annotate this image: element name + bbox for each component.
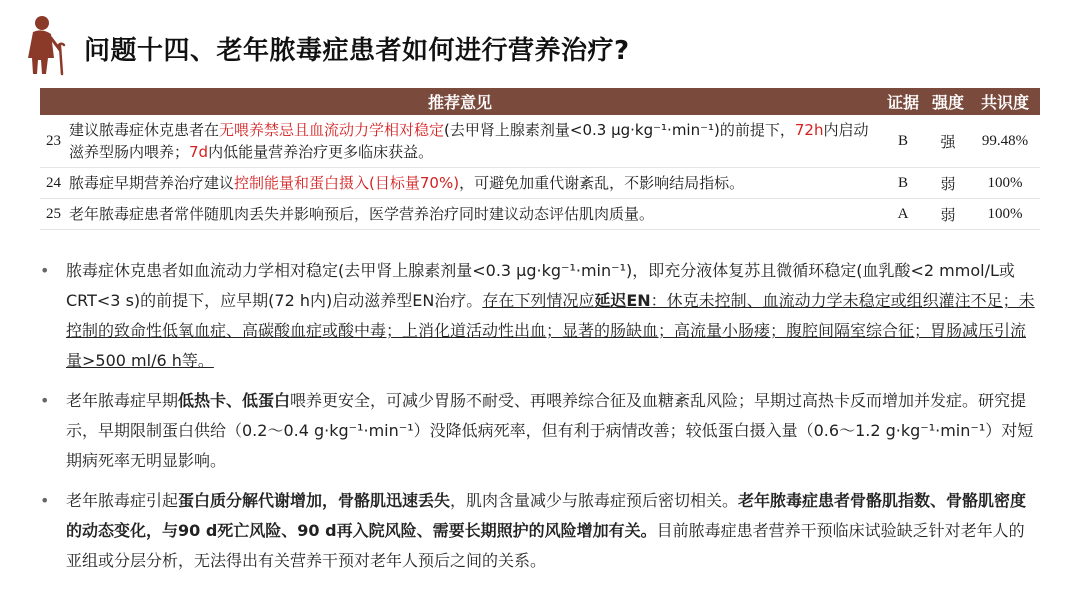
bullet-item: • 脓毒症休克患者如血流动力学相对稳定(去甲肾上腺素剂量<0.3 μg·kg⁻¹·min⁻¹)，即充分液体复苏且微循环稳定(血乳酸<2 mmol/L或CRT<3 s)的前提下，应早期(72 h内)启动滋养型EN治疗。存在下列情况应延迟EN：休克未控制、血流动力学未稳定或组织灌注不足；未控制的致命性低氧血症、高碳酸血症或酸中毒；上消化道活动性出血；显著的肠缺血；高流量小肠瘘；腹腔间隔室综合征；胃肠减压引流量>500 ml/6 h等。 xyxy=(40,256,1040,376)
bullet-dot-icon: • xyxy=(40,261,50,280)
header-consensus: 共识度 xyxy=(970,88,1040,115)
strength-level: 强 xyxy=(926,115,970,168)
row-number: 23 xyxy=(40,115,67,168)
evidence-level: B xyxy=(880,115,926,168)
header-recommendation: 推荐意见 xyxy=(40,88,880,115)
header-strength: 强度 xyxy=(926,88,970,115)
bullet-dot-icon: • xyxy=(40,391,50,410)
table-row xyxy=(40,115,1040,168)
recommendation-text: 脓毒症早期营养治疗建议控制能量和蛋白摄入(目标量70%)，可避免加重代谢紊乱，不影响结局指标。 xyxy=(67,168,880,199)
evidence-level: B xyxy=(880,168,926,199)
bullet-item: • 老年脓毒症早期低热卡、低蛋白喂养更安全，可减少胃肠不耐受、再喂养综合征及血糖紊乱风险；早期过高热卡反而增加并发症。研究提示，早期限制蛋白供给（0.2～0.4 g·kg⁻¹·min⁻¹）没降低病死率，但有利于病情改善；较低蛋白摄入量（0.6～1.2 g·kg⁻¹·min⁻¹）对短期病死率无明显影响。 xyxy=(40,386,1040,476)
consensus-value: 100% xyxy=(970,168,1040,199)
consensus-value: 100% xyxy=(970,199,1040,230)
row-number: 24 xyxy=(40,168,67,199)
recommendation-text: 老年脓毒症患者常伴随肌肉丢失并影响预后，医学营养治疗同时建议动态评估肌肉质量。 xyxy=(67,199,880,230)
bullet-list xyxy=(40,256,1040,576)
recommendation-table xyxy=(40,88,1040,230)
evidence-level: A xyxy=(880,199,926,230)
row-number: 25 xyxy=(40,199,67,230)
bullet-item: • 老年脓毒症引起蛋白质分解代谢增加，骨骼肌迅速丢失，肌肉含量减少与脓毒症预后密切相关。老年脓毒症患者骨骼肌指数、骨骼肌密度的动态变化，与90 d死亡风险、90 d再入院风险、需要长期照护的风险增加有关。目前脓毒症患者营养干预临床试验缺乏针对老年人的亚组或分层分析，无法得出有关营养干预对老年人预后之间的关系。 xyxy=(40,486,1040,576)
strength-level: 弱 xyxy=(926,199,970,230)
recommendation-text: 建议脓毒症休克患者在无喂养禁忌且血流动力学相对稳定(去甲肾上腺素剂量<0.3 μg·kg⁻¹·min⁻¹)的前提下，72h内启动滋养型肠内喂养；7d内低能量营养治疗更多临床获益。 xyxy=(67,115,880,168)
header-evidence: 证据 xyxy=(880,88,926,115)
consensus-value: 99.48% xyxy=(970,115,1040,168)
elderly-person-icon xyxy=(18,14,70,76)
page-title: 问题十四、老年脓毒症患者如何进行营养治疗? xyxy=(84,36,630,66)
table-header-row xyxy=(40,88,1040,115)
strength-level: 弱 xyxy=(926,168,970,199)
table-row xyxy=(40,168,1040,199)
bullet-dot-icon: • xyxy=(40,491,50,510)
table-row xyxy=(40,199,1040,230)
